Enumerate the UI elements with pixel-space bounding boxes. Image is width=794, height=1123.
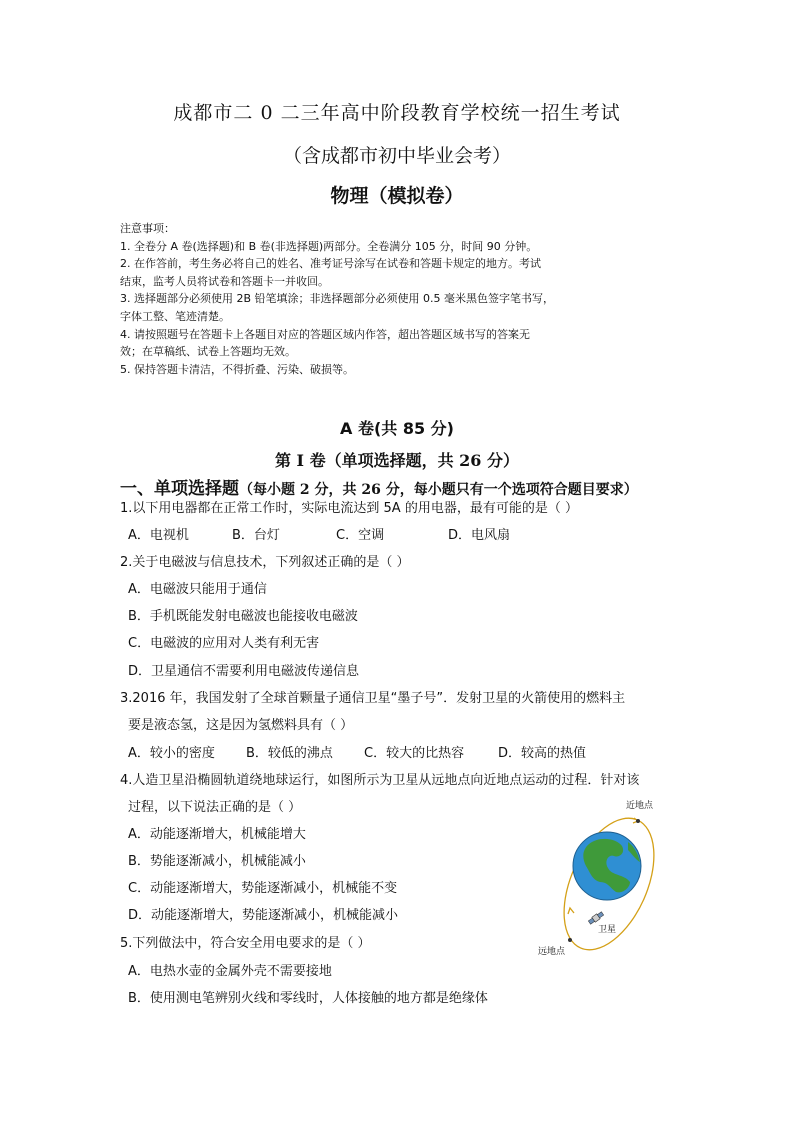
option-a: A．较小的密度 xyxy=(128,746,215,761)
question-3-stem-cont: 要是液态氢，这是因为氢燃料具有（ ） xyxy=(128,718,354,733)
subject-title: 物理（模拟卷） xyxy=(330,185,464,207)
perigee-label: 近地点 xyxy=(626,801,654,811)
orbit-arrow-icon xyxy=(568,908,574,914)
option-c: C．较大的比热容 xyxy=(364,746,465,761)
instructions xyxy=(120,220,680,378)
instructions-heading: 注意事项： xyxy=(120,222,175,235)
option-b: B．势能逐渐减小，机械能减小 xyxy=(128,854,306,869)
option-d: D．卫星通信不需要利用电磁波传递信息 xyxy=(128,664,360,679)
option-b: B．台灯 xyxy=(232,528,280,543)
single-choice-note: （每小题 2 分，共 26 分，每小题只有一个选项符合题目要求） xyxy=(239,482,638,498)
option-c: C．空调 xyxy=(336,528,385,543)
single-choice-heading xyxy=(120,474,638,499)
option-b: B．较低的沸点 xyxy=(246,746,333,761)
single-choice-label: 一、单项选择题 xyxy=(120,479,239,499)
option-b: B．使用测电笔辨别火线和零线时，人体接触的地方都是绝缘体 xyxy=(128,991,488,1006)
option-a: A．电热水壶的金属外壳不需要接地 xyxy=(128,964,332,979)
question-3-stem: 3.2016 年，我国发射了全球首颗量子通信卫星“墨子号”．发射卫星的火箭使用的燃料主 xyxy=(120,691,626,706)
option-d: D．较高的热值 xyxy=(498,746,587,761)
question-1-stem: 1.以下用电器都在正常工作时，实际电流达到 5A 的用电器，最有可能的是（ ） xyxy=(120,501,578,516)
question-2-stem: 2.关于电磁波与信息技术，下列叙述正确的是（ ） xyxy=(120,555,410,570)
satellite-label: 卫星 xyxy=(598,925,617,935)
apogee-point xyxy=(568,938,572,942)
question-4-stem: 4.人造卫星沿椭圆轨道绕地球运行，如图所示为卫星从远地点向近地点运动的过程．针对该 xyxy=(120,773,640,788)
instruction-line: 效；在草稿纸、试卷上答题均无效。 xyxy=(120,345,296,359)
option-c: C．动能逐渐增大，势能逐渐减小，机械能不变 xyxy=(128,881,398,896)
option-a: A．电视机 xyxy=(128,528,189,543)
option-c: C．电磁波的应用对人类有利无害 xyxy=(128,636,320,651)
satellite-orbit-figure xyxy=(534,796,684,961)
option-b: B．手机既能发射电磁波也能接收电磁波 xyxy=(128,609,358,624)
apogee-label: 远地点 xyxy=(538,947,566,957)
instruction-line: 5. 保持答题卡清洁，不得折叠、污染、破损等。 xyxy=(120,362,354,376)
instruction-line: 字体工整、笔迹清楚。 xyxy=(120,309,230,323)
orbit-diagram xyxy=(534,796,684,961)
exam-subtitle: （含成都市初中毕业会考） xyxy=(282,145,511,167)
instruction-line: 2. 在作答前，考生务必将自己的姓名、准考证号涂写在试卷和答题卡规定的地方。考试 xyxy=(120,257,541,271)
question-1-options xyxy=(128,524,510,543)
option-a: A．动能逐渐增大，机械能增大 xyxy=(128,827,306,842)
section-a-title: A 卷(共 85 分) xyxy=(340,419,454,438)
part-one-title: 第 I 卷（单项选择题，共 26 分） xyxy=(274,451,520,470)
instruction-line: 结束，监考人员将试卷和答题卡一并收回。 xyxy=(120,274,329,288)
option-d: D．电风扇 xyxy=(448,528,511,543)
instruction-line: 3. 选择题部分必须使用 2B 铅笔填涂；非选择题部分必须使用 0.5 毫米黑色签字笔书写， xyxy=(120,292,555,306)
question-3-options xyxy=(128,742,586,761)
option-d: D．动能逐渐增大，势能逐渐减小，机械能减小 xyxy=(128,908,399,923)
exam-title: 成都市二 0 二三年高中阶段教育学校统一招生考试 xyxy=(173,102,621,124)
question-4-stem-cont: 过程，以下说法正确的是（ ） xyxy=(128,800,302,815)
question-5-stem: 5.下列做法中，符合安全用电要求的是（ ） xyxy=(120,936,371,951)
instruction-line: 1. 全卷分 A 卷(选择题)和 B 卷(非选择题)两部分。全卷满分 105 分，时间 90 分钟。 xyxy=(120,239,538,253)
perigee-point xyxy=(636,819,640,823)
instruction-line: 4. 请按照题号在答题卡上各题目对应的答题区域内作答，超出答题区域书写的答案无 xyxy=(120,327,530,341)
option-a: A．电磁波只能用于通信 xyxy=(128,582,267,597)
